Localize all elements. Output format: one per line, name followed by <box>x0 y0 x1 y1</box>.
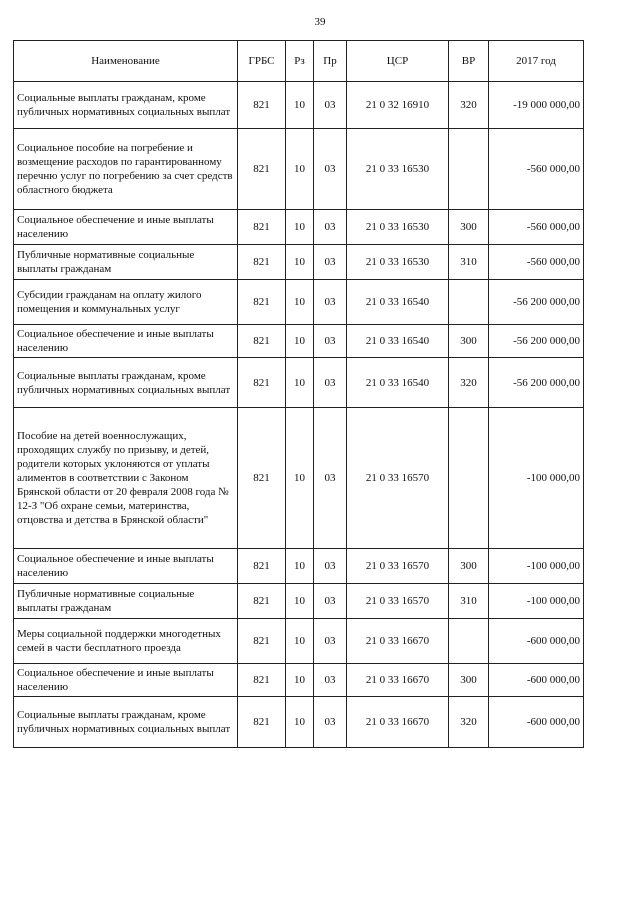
cell-name: Социальное обеспечение и иные выплаты населению <box>14 325 238 358</box>
cell-name: Публичные нормативные социальные выплаты гражданам <box>14 245 238 280</box>
cell-vr <box>449 129 489 210</box>
cell-amount: -100 000,00 <box>489 408 584 549</box>
table-row <box>14 210 584 245</box>
cell-grbs: 821 <box>238 664 286 697</box>
cell-csr: 21 0 33 16670 <box>347 664 449 697</box>
cell-csr: 21 0 33 16530 <box>347 210 449 245</box>
cell-rz: 10 <box>286 245 314 280</box>
cell-pr: 03 <box>314 245 347 280</box>
cell-vr: 320 <box>449 697 489 748</box>
header-pr: Пр <box>314 41 347 82</box>
table-row <box>14 129 584 210</box>
cell-grbs: 821 <box>238 129 286 210</box>
cell-pr: 03 <box>314 619 347 664</box>
budget-table <box>13 40 584 748</box>
header-row <box>14 41 584 82</box>
header-vr: ВР <box>449 41 489 82</box>
cell-vr: 310 <box>449 584 489 619</box>
cell-csr: 21 0 33 16540 <box>347 280 449 325</box>
cell-csr: 21 0 33 16570 <box>347 584 449 619</box>
cell-amount: -56 200 000,00 <box>489 358 584 408</box>
cell-rz: 10 <box>286 697 314 748</box>
header-rz: Рз <box>286 41 314 82</box>
cell-pr: 03 <box>314 210 347 245</box>
cell-vr: 320 <box>449 82 489 129</box>
cell-csr: 21 0 33 16540 <box>347 325 449 358</box>
header-csr: ЦСР <box>347 41 449 82</box>
cell-rz: 10 <box>286 82 314 129</box>
cell-csr: 21 0 33 16530 <box>347 129 449 210</box>
table-row <box>14 325 584 358</box>
cell-name: Меры социальной поддержки многодетных семей в части бесплатного проезда <box>14 619 238 664</box>
cell-name: Социальное обеспечение и иные выплаты населению <box>14 210 238 245</box>
cell-name: Социальные выплаты гражданам, кроме публичных нормативных социальных выплат <box>14 82 238 129</box>
cell-grbs: 821 <box>238 325 286 358</box>
cell-name: Социальные выплаты гражданам, кроме публичных нормативных социальных выплат <box>14 358 238 408</box>
table-row <box>14 584 584 619</box>
cell-name: Публичные нормативные социальные выплаты гражданам <box>14 584 238 619</box>
table-row <box>14 408 584 549</box>
cell-pr: 03 <box>314 697 347 748</box>
cell-grbs: 821 <box>238 210 286 245</box>
cell-amount: -600 000,00 <box>489 697 584 748</box>
cell-vr: 300 <box>449 664 489 697</box>
cell-rz: 10 <box>286 619 314 664</box>
cell-amount: -19 000 000,00 <box>489 82 584 129</box>
table-row <box>14 549 584 584</box>
header-name: Наименование <box>14 41 238 82</box>
cell-amount: -560 000,00 <box>489 245 584 280</box>
cell-amount: -100 000,00 <box>489 584 584 619</box>
cell-vr <box>449 619 489 664</box>
cell-name: Субсидии гражданам на оплату жилого помещения и коммунальных услуг <box>14 280 238 325</box>
cell-pr: 03 <box>314 358 347 408</box>
cell-pr: 03 <box>314 129 347 210</box>
cell-grbs: 821 <box>238 358 286 408</box>
cell-pr: 03 <box>314 549 347 584</box>
cell-grbs: 821 <box>238 584 286 619</box>
cell-pr: 03 <box>314 82 347 129</box>
table-row <box>14 358 584 408</box>
table-row <box>14 82 584 129</box>
cell-amount: -56 200 000,00 <box>489 325 584 358</box>
cell-vr <box>449 280 489 325</box>
cell-rz: 10 <box>286 664 314 697</box>
cell-csr: 21 0 33 16570 <box>347 408 449 549</box>
cell-vr: 320 <box>449 358 489 408</box>
cell-pr: 03 <box>314 664 347 697</box>
cell-grbs: 821 <box>238 549 286 584</box>
cell-vr: 300 <box>449 549 489 584</box>
cell-csr: 21 0 32 16910 <box>347 82 449 129</box>
cell-pr: 03 <box>314 325 347 358</box>
table-row <box>14 280 584 325</box>
cell-name: Социальное обеспечение и иные выплаты населению <box>14 549 238 584</box>
cell-csr: 21 0 33 16570 <box>347 549 449 584</box>
cell-grbs: 821 <box>238 82 286 129</box>
cell-csr: 21 0 33 16540 <box>347 358 449 408</box>
cell-rz: 10 <box>286 358 314 408</box>
cell-vr: 300 <box>449 210 489 245</box>
cell-csr: 21 0 33 16670 <box>347 619 449 664</box>
page-number: 39 <box>314 16 326 28</box>
cell-rz: 10 <box>286 584 314 619</box>
cell-amount: -56 200 000,00 <box>489 280 584 325</box>
cell-name: Социальное пособие на погребение и возмещение расходов по гарантированному перечню услуг по погребению за счет средств областного бюджета <box>14 129 238 210</box>
cell-grbs: 821 <box>238 697 286 748</box>
cell-amount: -560 000,00 <box>489 210 584 245</box>
cell-grbs: 821 <box>238 408 286 549</box>
cell-vr: 310 <box>449 245 489 280</box>
cell-amount: -600 000,00 <box>489 619 584 664</box>
cell-vr: 300 <box>449 325 489 358</box>
cell-vr <box>449 408 489 549</box>
table-row <box>14 619 584 664</box>
cell-name: Социальное обеспечение и иные выплаты населению <box>14 664 238 697</box>
cell-grbs: 821 <box>238 619 286 664</box>
cell-rz: 10 <box>286 408 314 549</box>
cell-grbs: 821 <box>238 245 286 280</box>
cell-name: Социальные выплаты гражданам, кроме публичных нормативных социальных выплат <box>14 697 238 748</box>
cell-pr: 03 <box>314 584 347 619</box>
cell-rz: 10 <box>286 325 314 358</box>
cell-rz: 10 <box>286 129 314 210</box>
cell-rz: 10 <box>286 549 314 584</box>
cell-amount: -600 000,00 <box>489 664 584 697</box>
cell-rz: 10 <box>286 280 314 325</box>
cell-csr: 21 0 33 16670 <box>347 697 449 748</box>
cell-amount: -100 000,00 <box>489 549 584 584</box>
table-row <box>14 245 584 280</box>
table-row <box>14 697 584 748</box>
table-row <box>14 664 584 697</box>
cell-grbs: 821 <box>238 280 286 325</box>
cell-pr: 03 <box>314 280 347 325</box>
cell-amount: -560 000,00 <box>489 129 584 210</box>
header-grbs: ГРБС <box>238 41 286 82</box>
header-amount: 2017 год <box>489 41 584 82</box>
cell-csr: 21 0 33 16530 <box>347 245 449 280</box>
cell-rz: 10 <box>286 210 314 245</box>
cell-pr: 03 <box>314 408 347 549</box>
cell-name: Пособие на детей военнослужащих, проходящих службу по призыву, и детей, родители которых уклоняются от уплаты алиментов в соответствии с Законом Брянской области от 20 февраля 2008 года № 12-З "Об охране семьи, материнства, отцовства и детства в Брянской области" <box>14 408 238 549</box>
